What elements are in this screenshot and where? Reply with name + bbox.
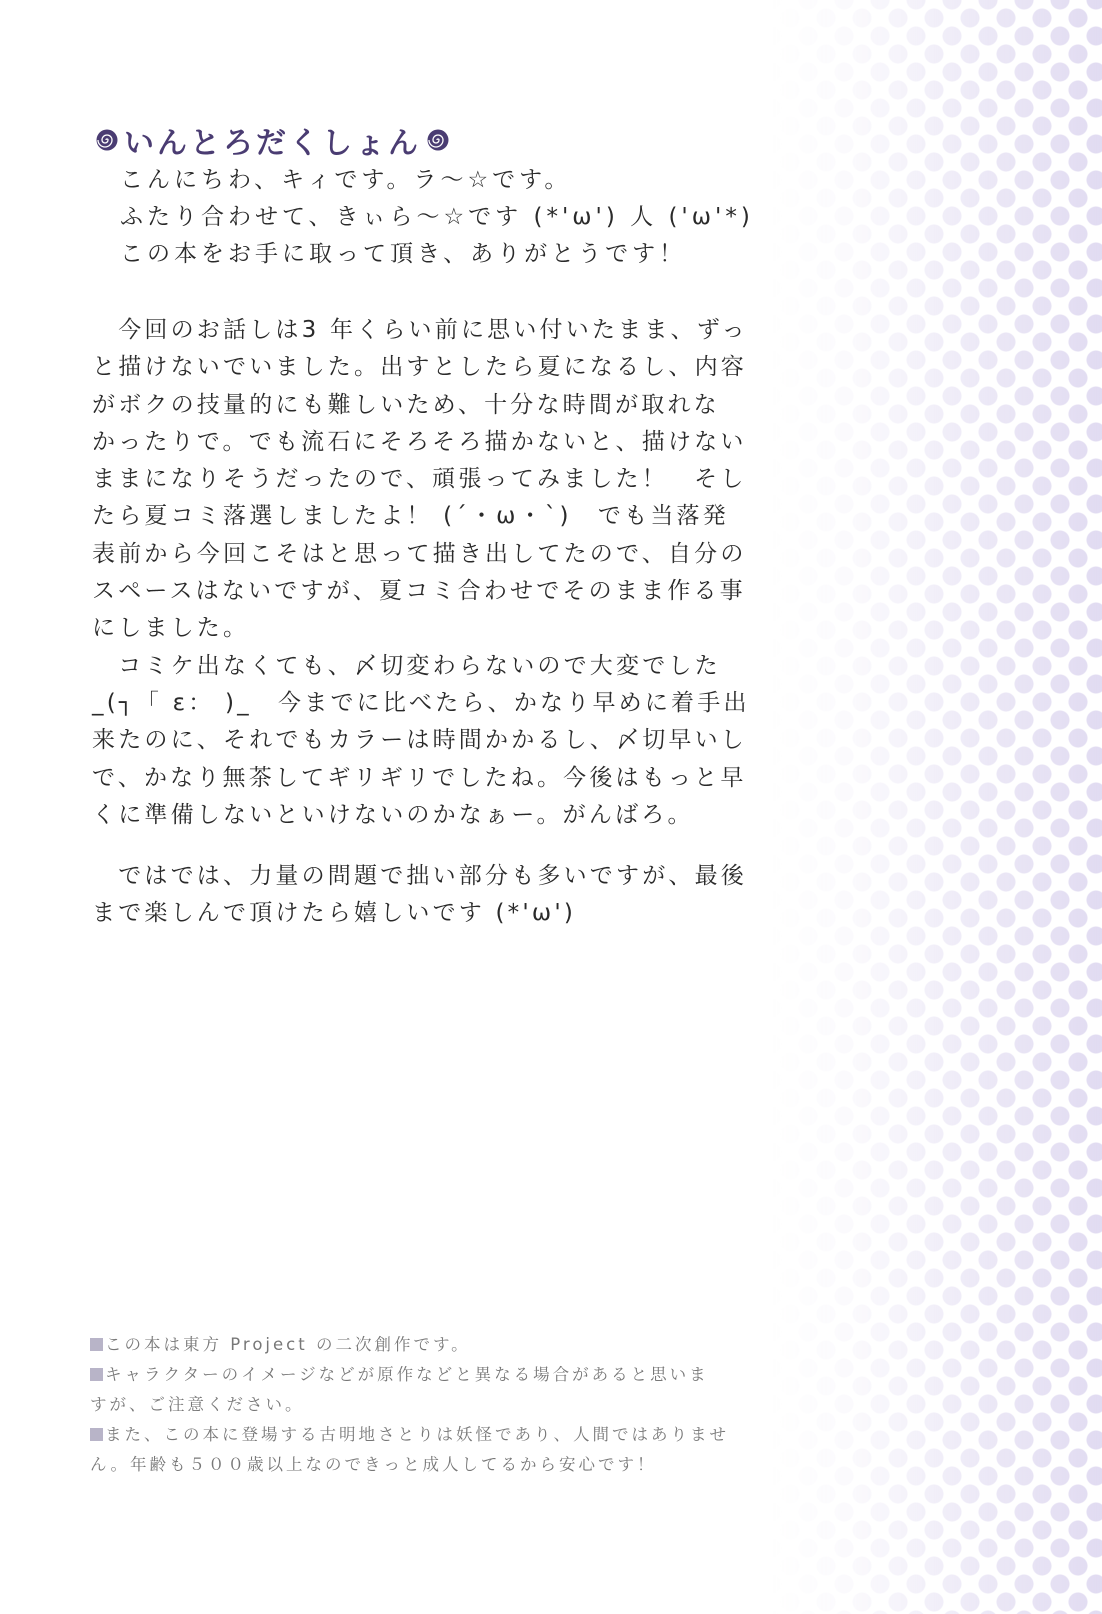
page-heading xyxy=(96,118,449,162)
disclaimer-notes xyxy=(90,1330,750,1480)
square-marker-icon xyxy=(90,1338,103,1351)
note-item xyxy=(90,1360,750,1390)
text-line: で、かなり無茶してギリギリでしたね。今後はもっと早 xyxy=(92,764,747,791)
heading-title: いんとろだくしょん xyxy=(124,126,421,161)
text-line: にしました。 xyxy=(92,615,250,642)
text-line: スペースはないですが、夏コミ合わせでそのまま作る事 xyxy=(92,578,746,605)
text-line: 表前から今回こそはと思って描き出してたので、自分の xyxy=(92,540,747,567)
text-line: _(┐「 ε： )_ 今までに比べたら、かなり早めに着手出 xyxy=(92,689,750,716)
dot-pattern-background xyxy=(772,0,1102,1614)
text-line: かったりで。でも流石にそろそろ描かないと、描けない xyxy=(92,428,747,455)
text-line: ままになりそうだったので、頑張ってみました！ そし xyxy=(92,466,747,493)
text-line: 今回のお話しは3 年くらい前に思い付いたまま、ずっ xyxy=(92,317,748,343)
square-marker-icon xyxy=(90,1428,103,1441)
text-line: 来たのに、それでもカラーは時間かかるし、〆切早いし xyxy=(92,727,747,754)
note-text: ん。年齢も５００歳以上なのできっと成人してるから安心です！ xyxy=(90,1455,657,1474)
text-line: ではでは、力量の問題で拙い部分も多いですが、最後 xyxy=(92,863,747,889)
note-item xyxy=(90,1330,750,1360)
square-marker-icon xyxy=(90,1368,103,1381)
paragraph-main xyxy=(92,312,752,834)
note-text: また、この本に登場する古明地さとりは妖怪であり、人間ではありませ xyxy=(105,1425,729,1444)
note-item-continued xyxy=(90,1390,750,1420)
greeting-line: こんにちわ、キィです。ラ～☆です。 xyxy=(120,167,572,193)
text-line: たら夏コミ落選しましたよ！ (´・ω・`) でも当落発 xyxy=(92,503,729,530)
swirl-icon xyxy=(427,129,449,151)
note-text: すが、ご注意ください。 xyxy=(90,1395,305,1414)
note-item-continued xyxy=(90,1450,750,1480)
note-text: この本は東方 Project の二次創作です。 xyxy=(105,1335,471,1354)
greeting-line: この本をお手に取って頂き、ありがとうです！ xyxy=(120,241,687,267)
text-line: まで楽しんで頂けたら嬉しいです (*'ω') xyxy=(92,900,577,927)
paragraph-closing xyxy=(92,858,752,933)
note-text: キャラクターのイメージなどが原作などと異なる場合があると思いま xyxy=(105,1365,709,1384)
greeting-block xyxy=(120,162,760,273)
text-line: と描けないでいました。出すとしたら夏になるし、内容 xyxy=(92,354,747,381)
text-line: がボクの技量的にも難しいため、十分な時間が取れな xyxy=(92,391,720,418)
note-item xyxy=(90,1420,750,1450)
text-line: くに準備しないといけないのかなぁー。がんばろ。 xyxy=(92,801,694,828)
greeting-line: ふたり合わせて、きぃら～☆です (*'ω') 人 ('ω'*) xyxy=(120,204,754,230)
swirl-icon xyxy=(96,129,118,151)
text-line: コミケ出なくても、〆切変わらないので大変でした xyxy=(92,652,721,679)
